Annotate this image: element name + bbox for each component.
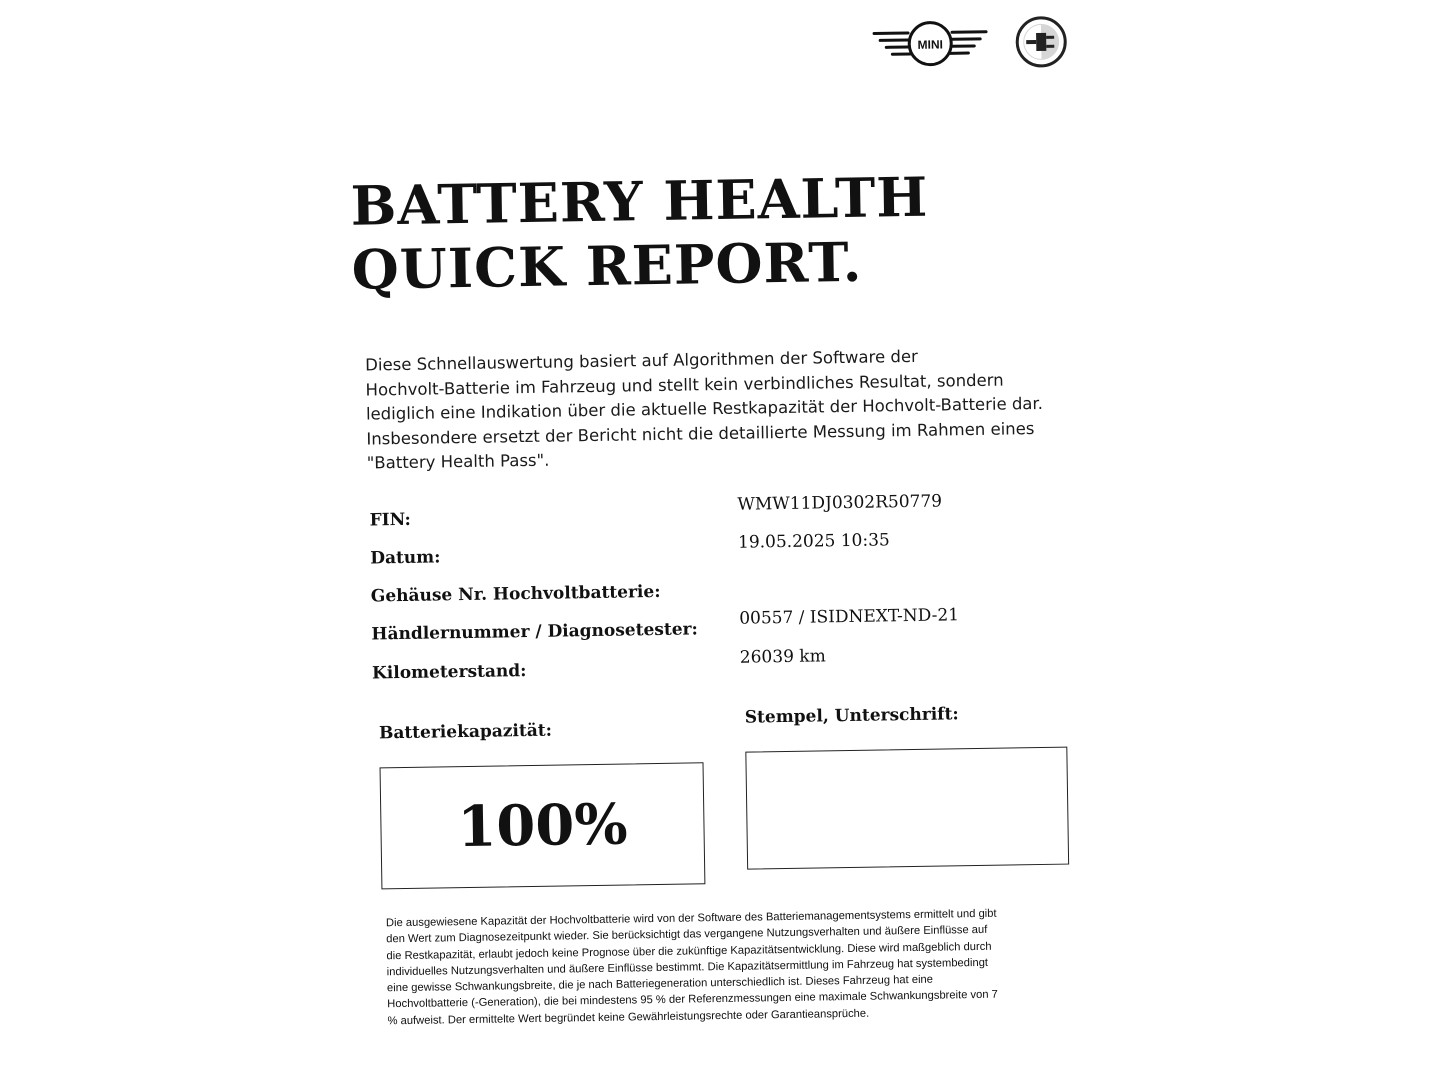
- intro-line: Diese Schnellauswertung basiert auf Algorithmen der Software der: [365, 347, 918, 375]
- field-label: Händlernummer / Diagnosetester:: [371, 619, 698, 644]
- mini-logo-text: MINI: [917, 37, 943, 51]
- footnote-line: % aufweist. Der ermittelte Wert begründet keine Gewährleistungsrechte oder Garantieansprüche.: [387, 1007, 869, 1027]
- field-value: 00557 / ISIDNEXT-ND-21: [739, 605, 959, 628]
- footnote-line: Die ausgewiesene Kapazität der Hochvoltbatterie wird von der Software des Batteriemanagementsystems ermittelt und gibt: [386, 908, 997, 930]
- footnote-line: individuelles Nutzungsverhalten und äußere Einflüsse bestimmt. Die Kapazitätsermittlung im Fahrzeug hat systembedingt: [387, 957, 988, 978]
- title-line-2: QUICK REPORT.: [351, 229, 930, 302]
- mini-wings-logo-icon: [872, 18, 989, 72]
- intro-line: Hochvolt-Batterie im Fahrzeug und stellt kein verbindliches Resultat, sondern: [365, 370, 1003, 399]
- field-label: Kilometerstand:: [372, 661, 527, 683]
- field-label: Datum:: [370, 547, 441, 568]
- capacity-value: 100%: [457, 791, 628, 860]
- field-row-datum: [370, 538, 1060, 575]
- field-label: Gehäuse Nr. Hochvoltbatterie:: [371, 582, 661, 607]
- field-value: WMW11DJ0302R50779: [737, 492, 942, 515]
- footnote-line: eine gewisse Schwankungsbreite, die je nach Batteriegeneration unterschiedlich ist. Dieses Fahrzeug hat eine: [387, 974, 933, 995]
- capacity-label: Batteriekapazität:: [379, 721, 552, 744]
- intro-line: "Battery Health Pass".: [367, 451, 550, 473]
- footnote-line: den Wert zum Diagnosezeitpunkt wieder. Sie berücksichtigt das vergangene Nutzungsverhalten und äußere Einflüsse auf: [386, 924, 987, 945]
- field-row-fin: [369, 500, 1059, 537]
- report-title: [350, 165, 930, 302]
- intro-paragraph: [365, 343, 1057, 476]
- field-value: 26039 km: [740, 646, 826, 667]
- electric-plug-icon: [1014, 14, 1069, 69]
- capacity-box: [380, 762, 706, 889]
- field-value: 19.05.2025 10:35: [738, 530, 890, 552]
- title-line-1: BATTERY HEALTH: [350, 165, 929, 238]
- footnote-line: die Restkapazität, erlaubt jedoch keine Prognose über die zukünftige Kapazitätsentwicklung. Diese wird maßgeblich durch: [386, 940, 991, 962]
- stamp-signature-box: [745, 747, 1069, 870]
- field-row-dealer-tester: [371, 614, 1061, 651]
- intro-line: lediglich eine Indikation über die aktuelle Restkapazität der Hochvolt-Batterie dar.: [366, 394, 1043, 424]
- stamp-label: Stempel, Unterschrift:: [745, 704, 959, 727]
- disclaimer-footnote: [386, 904, 1078, 1029]
- footnote-line: Hochvoltbatterie (-Generation), die bei mindestens 95 % der Referenzmessungen eine maximale Schwankungsbreite von 7: [387, 989, 998, 1011]
- field-row-mileage: [372, 653, 1062, 690]
- field-label: FIN:: [369, 510, 411, 531]
- intro-line: Insbesondere ersetzt der Bericht nicht die detaillierte Messung im Rahmen eines: [366, 419, 1034, 448]
